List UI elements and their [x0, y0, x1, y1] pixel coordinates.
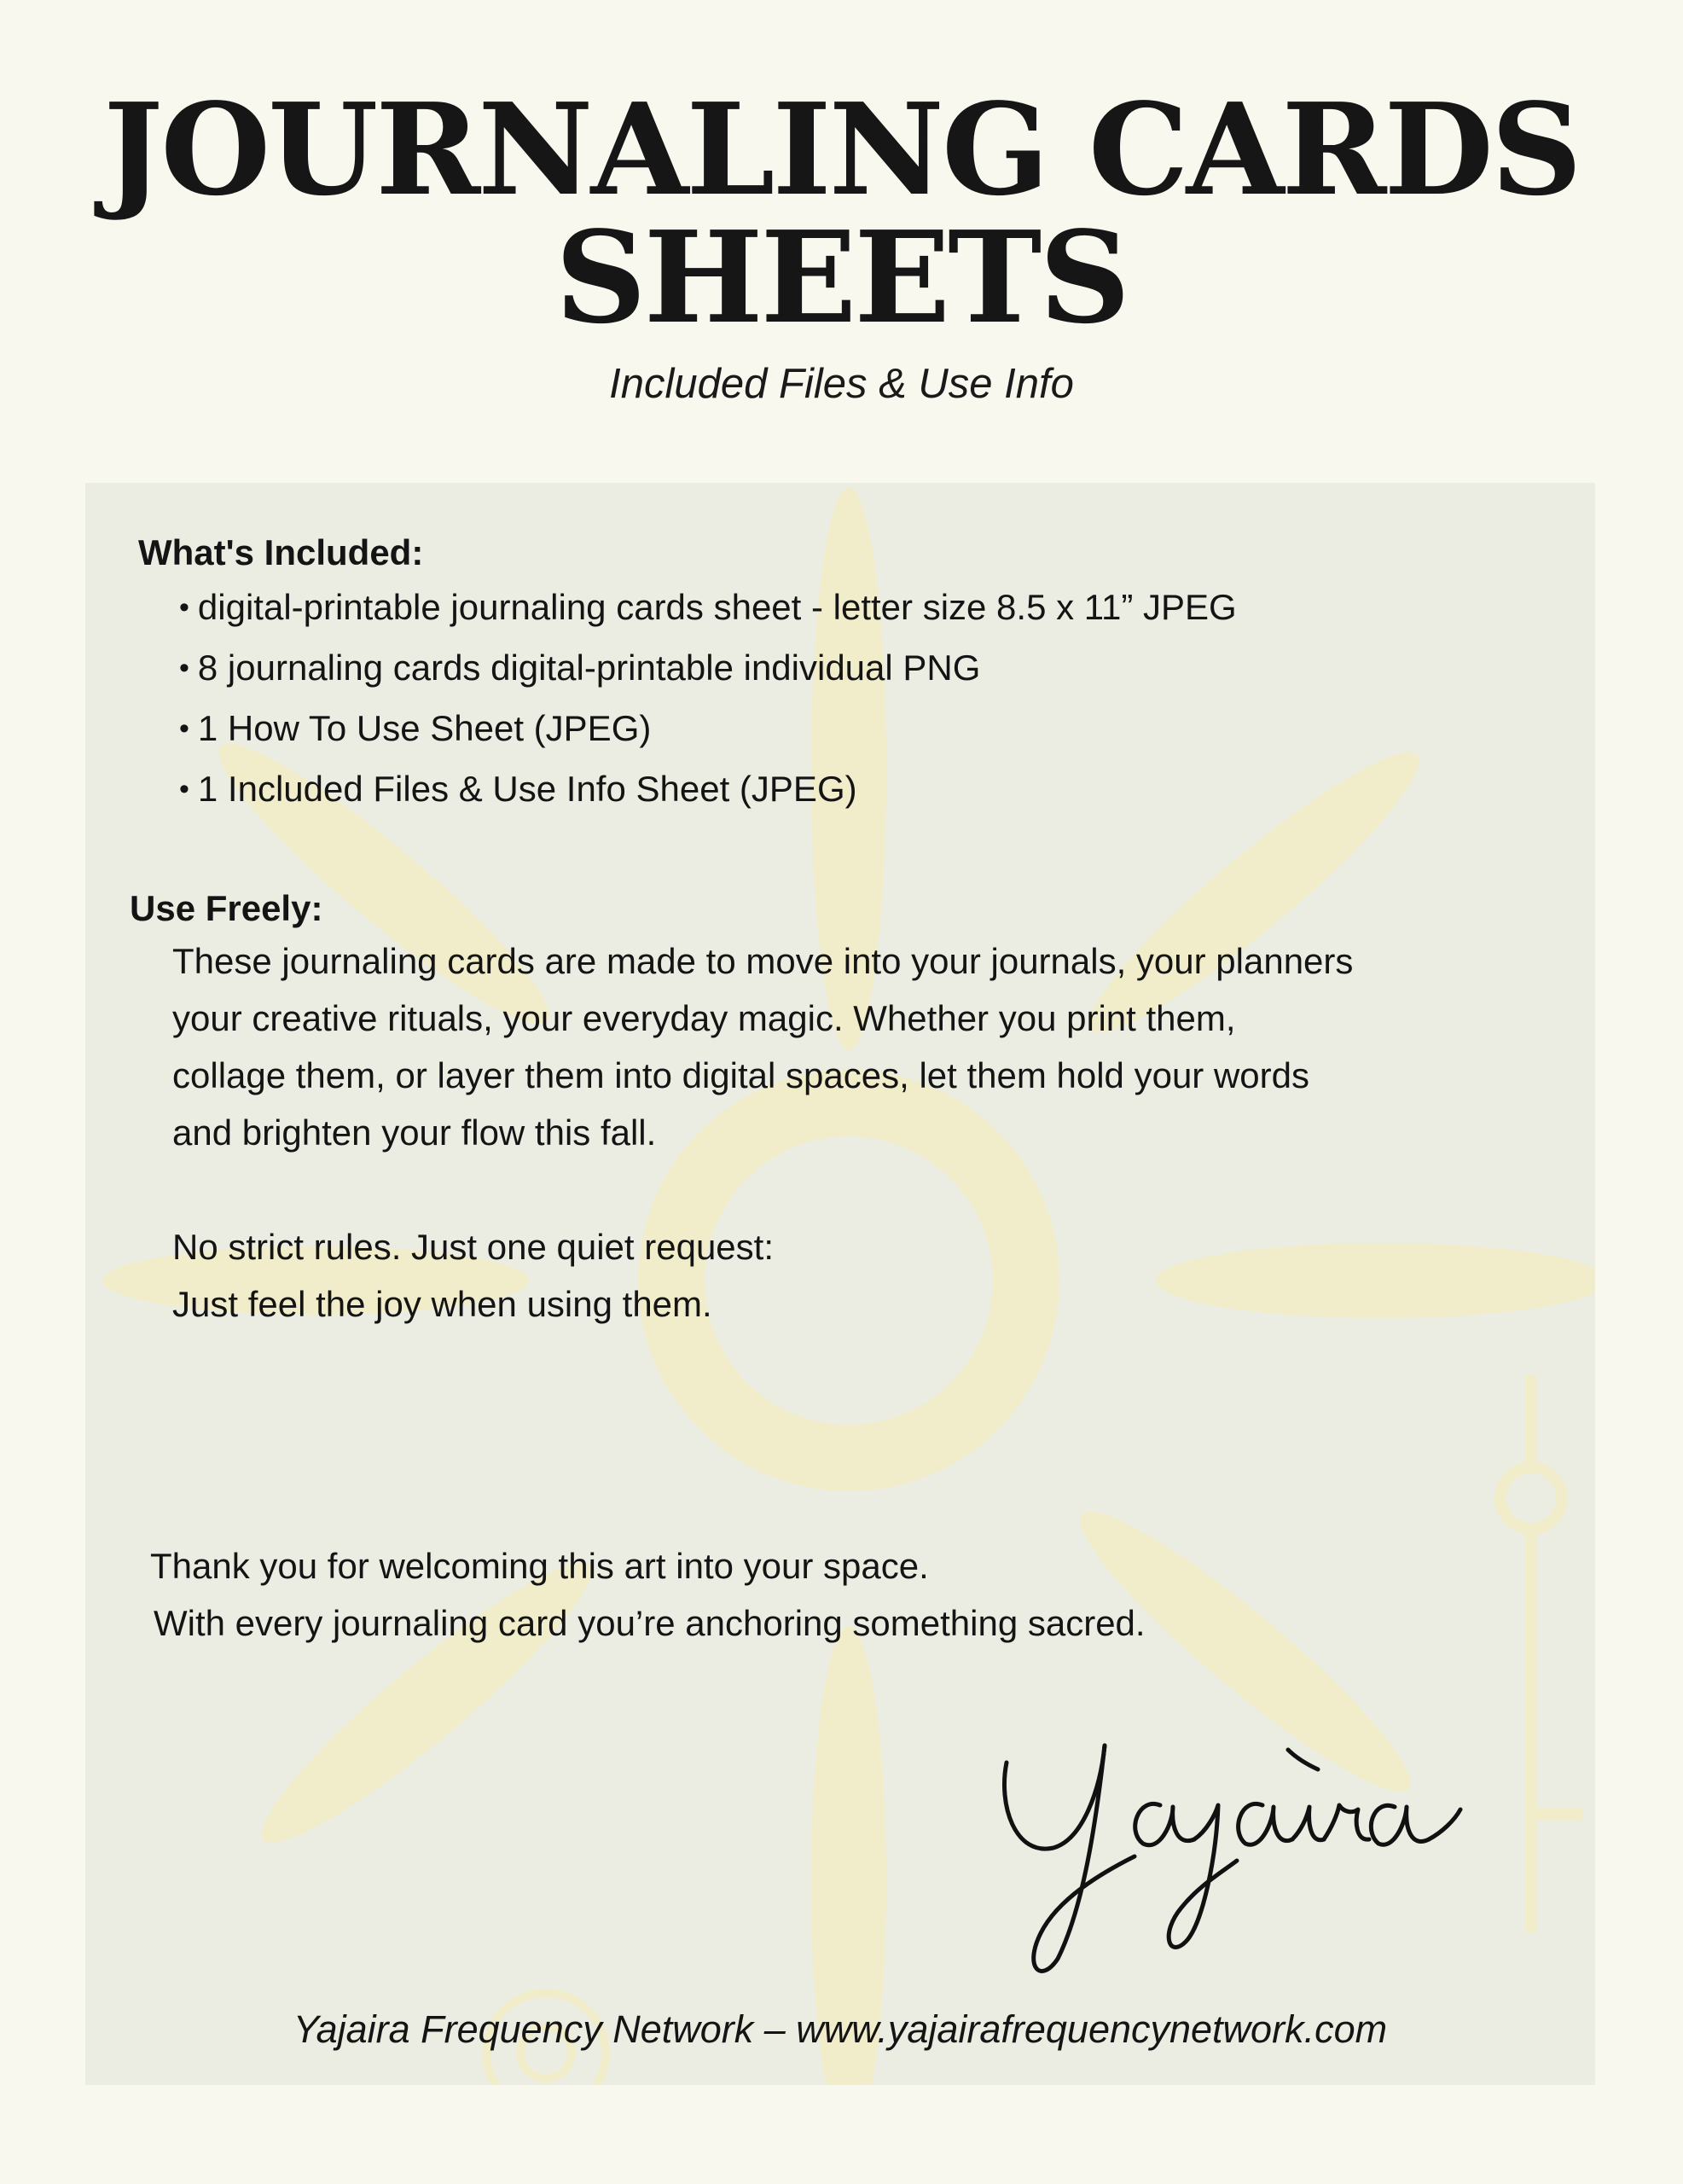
title-line-1: JOURNALING CARDS [103, 75, 1580, 224]
rules-paragraph [172, 1218, 774, 1333]
page-title [0, 75, 1683, 351]
paragraph-line: your creative rituals, your everyday magic. Whether you print them, [172, 998, 1236, 1038]
title-line-2: SHEETS [554, 203, 1129, 351]
key-decoration-icon [1500, 1374, 1582, 1933]
list-item: • 8 journaling cards digital-printable individual PNG [179, 639, 1237, 700]
list-item: • 1 Included Files & Use Info Sheet (JPEG) [179, 760, 1237, 821]
page-subtitle: Included Files & Use Info [609, 361, 1074, 407]
signature-yajaira [989, 1711, 1467, 1984]
whats-included-heading: What's Included: [138, 532, 424, 572]
paragraph-line: Just feel the joy when using them. [172, 1284, 712, 1324]
paragraph-line: These journaling cards are made to move into your journals, your planners [172, 941, 1354, 981]
thank-you-paragraph [150, 1537, 1146, 1652]
use-freely-paragraph [172, 932, 1353, 1161]
paragraph-line: No strict rules. Just one quiet request: [172, 1227, 774, 1267]
paragraph-line: and brighten your flow this fall. [172, 1112, 657, 1153]
paragraph-line: collage them, or layer them into digital spaces, let them hold your words [172, 1055, 1309, 1095]
paragraph-line: Thank you for welcoming this art into your space. [150, 1546, 929, 1586]
use-freely-heading: Use Freely: [130, 888, 323, 928]
included-files-list [179, 578, 1237, 821]
paragraph-line: With every journaling card you’re anchoring something sacred. [154, 1603, 1146, 1643]
footer-credit: Yajaira Frequency Network – www.yajairafrequencynetwork.com [293, 2007, 1388, 2051]
list-item: • 1 How To Use Sheet (JPEG) [179, 700, 1237, 760]
info-panel [85, 483, 1595, 2085]
list-item: • digital-printable journaling cards sheet - letter size 8.5 x 11” JPEG [179, 578, 1237, 639]
